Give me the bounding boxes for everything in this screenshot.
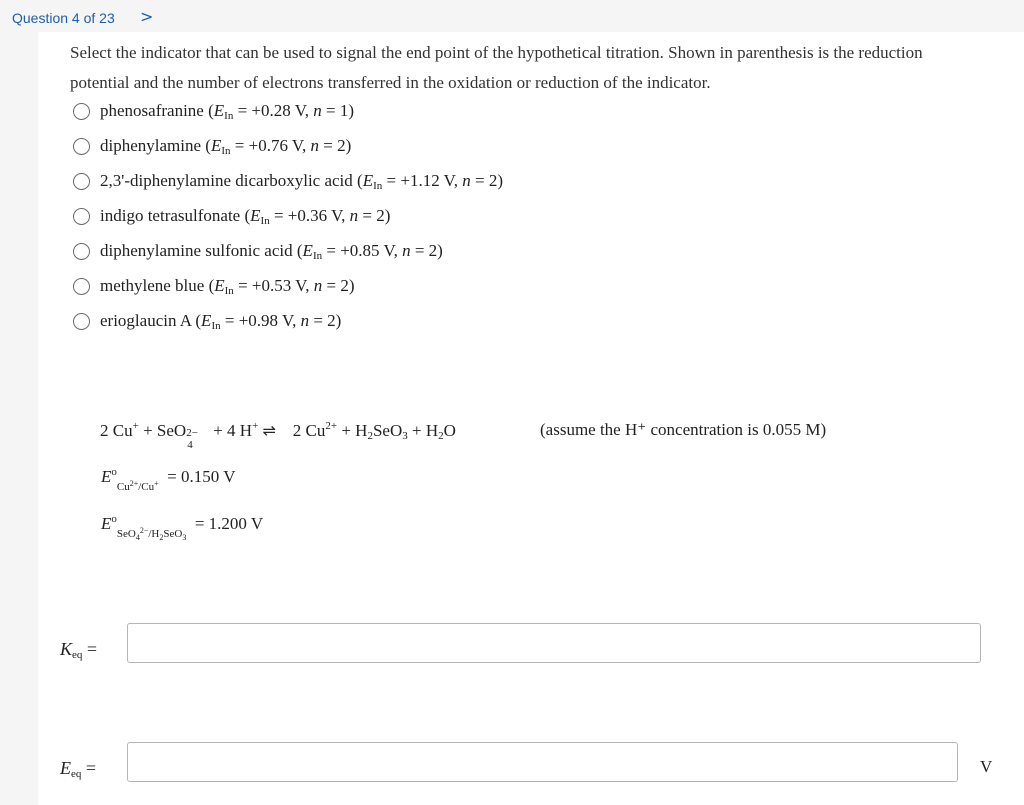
radio-button[interactable] <box>73 208 90 225</box>
option-label: erioglaucin A ($E_{In} = +0.98$ V, n = 2) <box>100 310 342 332</box>
reaction-equation: 2 Cu+ + SeO 2− 4 + 4 H+ ⇌ 2 $Cu^{2+} + H_2SeO_3 + H_2O$ <box>100 420 456 451</box>
eeq-label: $E_{eq}$ = <box>60 758 97 780</box>
indicator-option[interactable] <box>73 238 443 264</box>
e-cu-value: = 0.150 V <box>167 467 236 486</box>
e-se-value: = 1.200 V <box>194 514 264 533</box>
radio-button[interactable] <box>73 103 90 120</box>
next-question-chevron-icon[interactable]: > <box>140 7 154 26</box>
indicator-option[interactable] <box>73 203 390 229</box>
option-label: 2,3'-diphenylamine dicarboxylic acid ($E_{In} = +1.12$ V, n = 2) <box>100 170 504 192</box>
option-label: diphenylamine ($E_{In} = +0.76$ V, n = 2) <box>100 135 352 157</box>
option-label: phenosafranine ($E_{In} = +0.28$ V, n = 1) <box>100 100 355 122</box>
eeq-unit: V <box>980 757 993 776</box>
option-label: indigo tetrasulfonate ($E_{In} = +0.36$ V, n = 2) <box>100 205 391 227</box>
indicator-option[interactable] <box>73 133 351 159</box>
option-label: diphenylamine sulfonic acid ($E_{In} = +0.85$ V, n = 2) <box>100 240 443 262</box>
radio-button[interactable] <box>73 278 90 295</box>
eeq-input[interactable] <box>127 742 958 782</box>
assumption-note: (assume the H⁺ concentration is 0.055 M) <box>540 420 827 439</box>
keq-label: $K_{eq}$ = <box>60 639 98 661</box>
question-prompt: Select the indicator that can be used to signal the end point of the hypothetical titration. Shown in parenthesis is the reduction potential and the number of electrons transferred in the oxidation or reduction of the indicator. <box>70 43 923 92</box>
radio-button[interactable] <box>73 138 90 155</box>
indicator-option[interactable] <box>73 308 341 334</box>
radio-button[interactable] <box>73 313 90 330</box>
e-cu-potential: $E^o_{Cu^{2+}/Cu^+} = 0.150$ V <box>101 466 236 493</box>
option-label: methylene blue ($E_{In} = +0.53$ V, n = 2) <box>100 275 355 297</box>
radio-button[interactable] <box>73 173 90 190</box>
keq-input[interactable] <box>127 623 981 663</box>
radio-button[interactable] <box>73 243 90 260</box>
equilibrium-arrows-icon: ⇌ <box>262 421 276 440</box>
indicator-option[interactable] <box>73 168 503 194</box>
question-counter: Question 4 of 23 <box>12 10 115 26</box>
indicator-option[interactable] <box>73 98 354 124</box>
indicator-option[interactable] <box>73 273 355 299</box>
e-se-potential: $E^o_{SeO_4^{2-}/H_2SeO_3} = 1.200$ V <box>101 513 264 542</box>
top-bar <box>0 0 1024 36</box>
